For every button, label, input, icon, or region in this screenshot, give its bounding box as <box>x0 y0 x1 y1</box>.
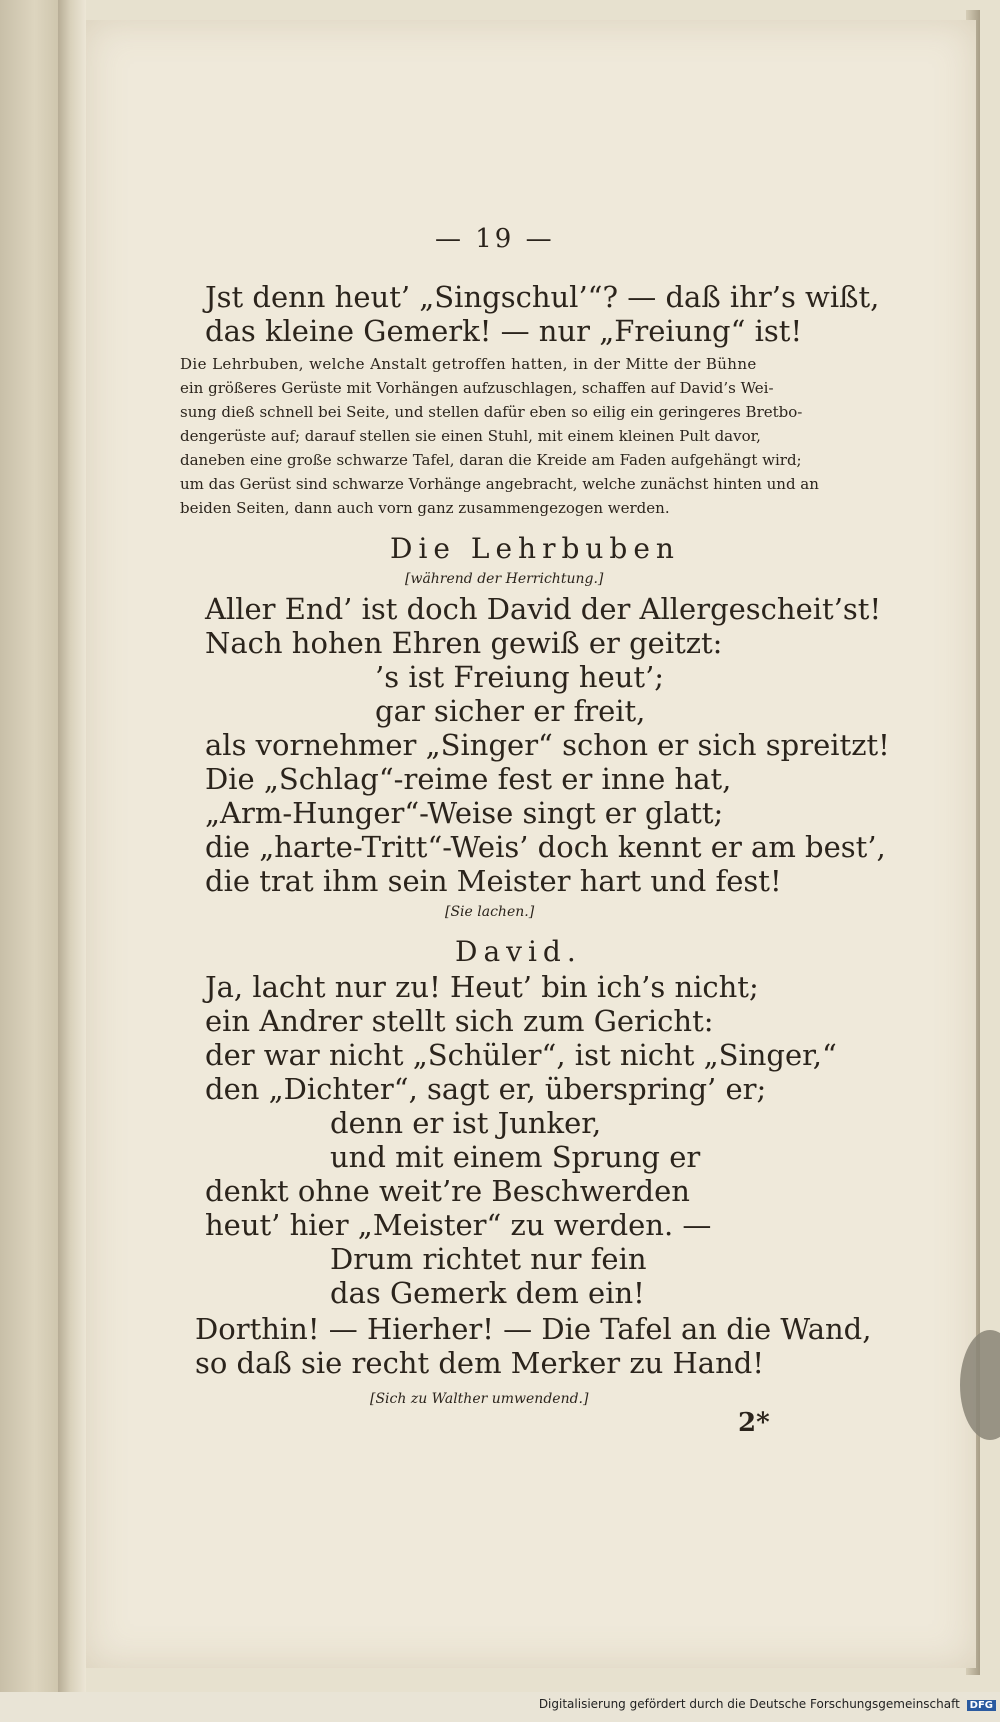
stage-direction-line: ein größeres Gerüste mit Vorhängen aufzuschlagen, schaffen auf David’s Wei- <box>180 379 774 397</box>
stage-direction: [während der Herrichtung.] <box>405 571 604 587</box>
verse-line: als vornehmer „Singer“ schon er sich spreitzt! <box>205 728 890 762</box>
verse-line: Nach hohen Ehren gewiß er geitzt: <box>205 626 723 660</box>
verse-line: Aller End’ ist doch David der Allergescheit’st! <box>205 592 882 626</box>
stage-direction: [Sie lachen.] <box>445 904 535 920</box>
verse-line: der war nicht „Schüler“, ist nicht „Singer,“ <box>205 1038 837 1072</box>
verse-line: und mit einem Sprung er <box>330 1140 701 1174</box>
footer-credit <box>539 1697 996 1711</box>
verse-line: den „Dichter“, sagt er, überspring’ er; <box>205 1072 767 1106</box>
verse-line: so daß sie recht dem Merker zu Hand! <box>195 1346 764 1380</box>
verse-line: gar sicher er freit, <box>375 694 646 728</box>
footer-text: Digitalisierung gefördert durch die Deutsche Forschungsgemeinschaft <box>538 1697 960 1711</box>
verse-line: die trat ihm sein Meister hart und fest! <box>205 864 782 898</box>
verse-line: Die „Schlag“-reime fest er inne hat, <box>205 762 732 796</box>
verse-line: denkt ohne weit’re Beschwerden <box>205 1174 690 1208</box>
verse-line: heut’ hier „Meister“ zu werden. — <box>205 1208 712 1242</box>
stage-direction-line: Die Lehrbuben, welche Anstalt getroffen hatten, in der Mitte der Bühne <box>180 355 757 373</box>
dfg-logo: DFG <box>967 1700 996 1711</box>
verse-line: Drum richtet nur fein <box>330 1242 647 1276</box>
opening-line: Jst denn heut’ „Singschul’“? — daß ihr’s wißt, <box>205 280 880 314</box>
verse-line: „Arm-Hunger“-Weise singt er glatt; <box>205 796 724 830</box>
verse-line: denn er ist Junker, <box>330 1106 602 1140</box>
speaker-name: Die Lehrbuben <box>390 532 680 565</box>
verse-line: Dorthin! — Hierher! — Die Tafel an die Wand, <box>195 1312 872 1346</box>
stage-direction-line: um das Gerüst sind schwarze Vorhänge angebracht, welche zunächst hinten und an <box>180 475 819 493</box>
verse-line: ein Andrer stellt sich zum Gericht: <box>205 1004 714 1038</box>
verse-line: das Gemerk dem ein! <box>330 1276 645 1310</box>
signature-mark: 2* <box>738 1408 770 1438</box>
speaker-name: David. <box>455 935 582 968</box>
stage-direction: [Sich zu Walther umwendend.] <box>370 1391 589 1407</box>
stage-direction-line: beiden Seiten, dann auch vorn ganz zusammengezogen werden. <box>180 499 670 517</box>
verse-line: die „harte-Tritt“-Weis’ doch kennt er am best’, <box>205 830 886 864</box>
stage-direction-line: dengerüste auf; darauf stellen sie einen Stuhl, mit einem kleinen Pult davor, <box>180 427 761 445</box>
verse-line: Ja, lacht nur zu! Heut’ bin ich’s nicht; <box>205 970 759 1004</box>
opening-line: das kleine Gemerk! — nur „Freiung“ ist! <box>205 314 803 348</box>
stage-direction-line: sung dieß schnell bei Seite, und stellen dafür eben so eilig ein geringeres Bretbo- <box>180 403 803 421</box>
verse-line: ’s ist Freiung heut’; <box>375 660 665 694</box>
page-number: — 19 — <box>435 224 555 254</box>
stage-direction-line: daneben eine große schwarze Tafel, daran die Kreide am Faden aufgehängt wird; <box>180 451 802 469</box>
